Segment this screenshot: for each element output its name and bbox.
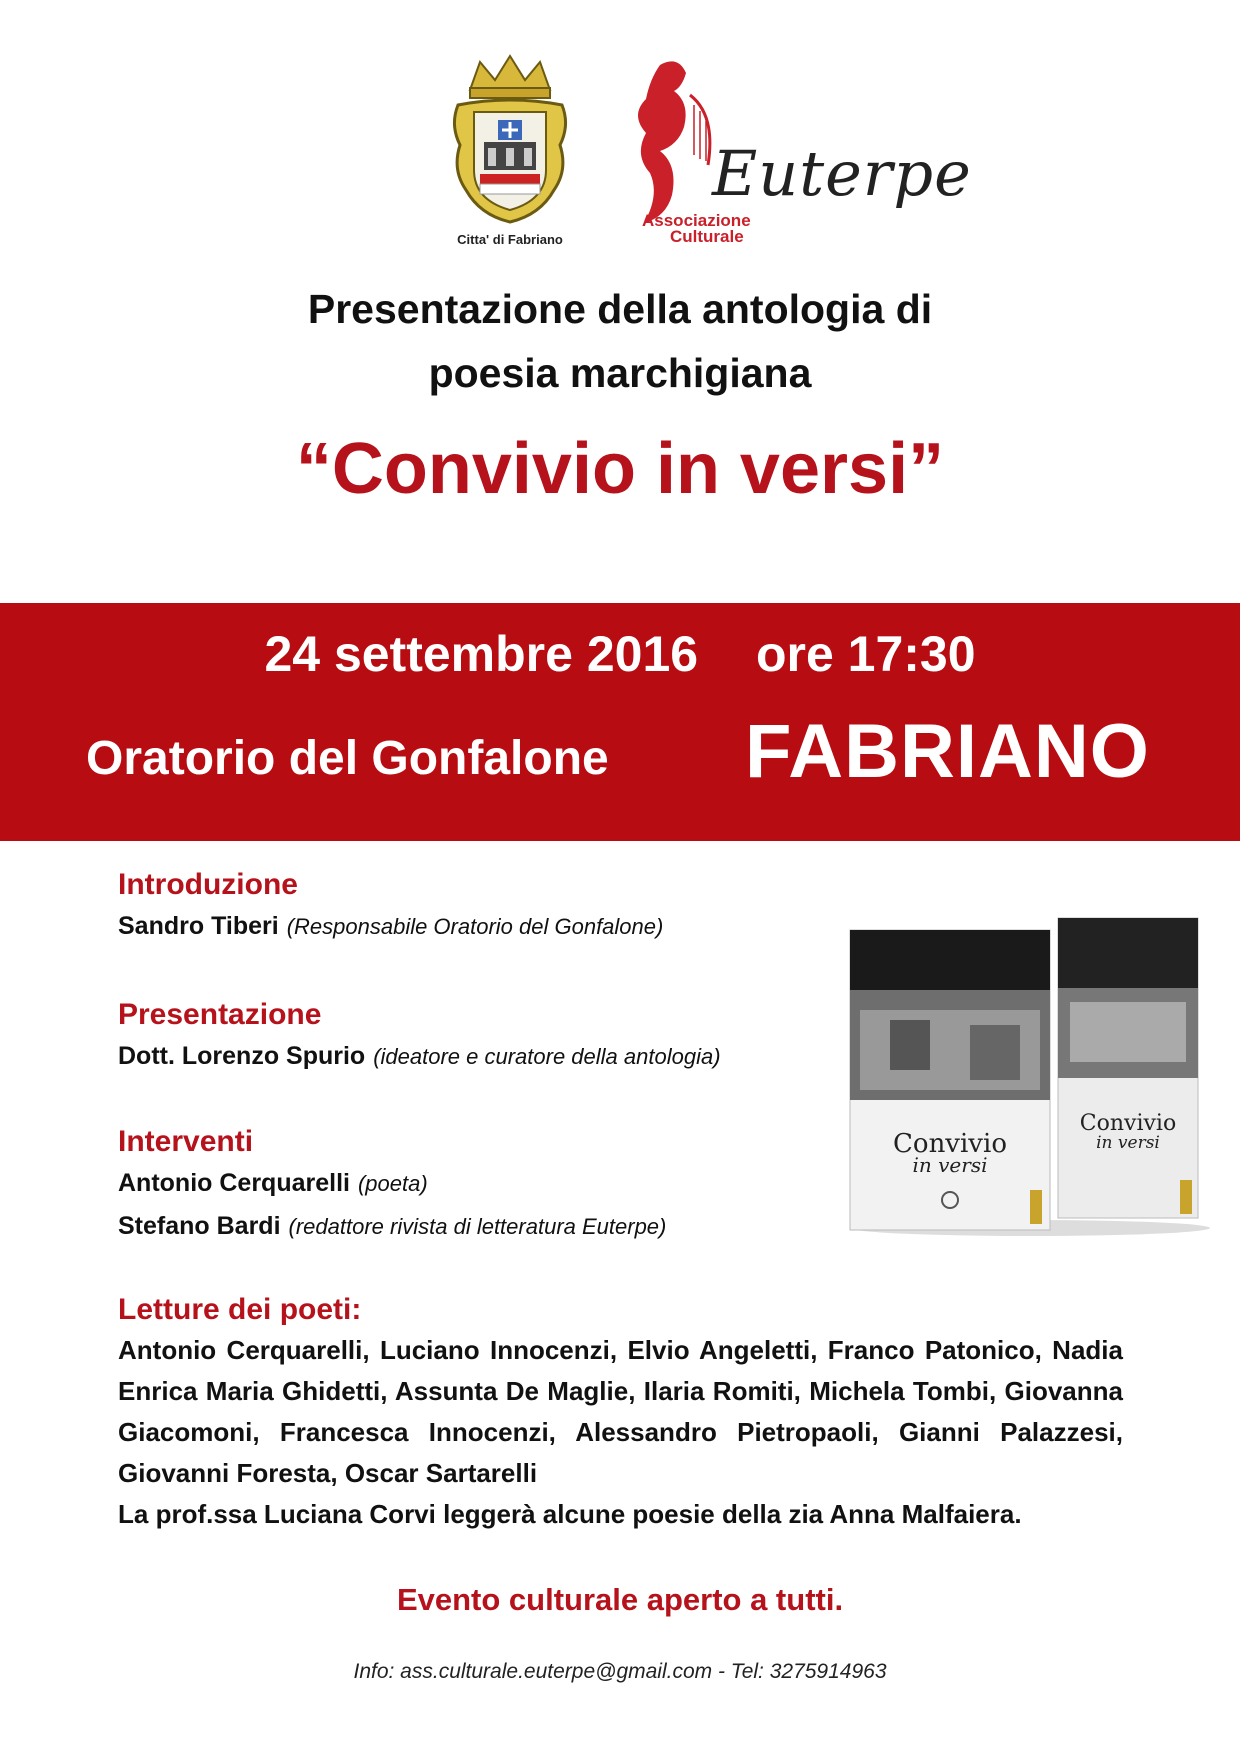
euterpe-subtitle-line2: Culturale bbox=[670, 227, 744, 246]
euterpe-subtitle bbox=[642, 213, 751, 245]
section-heading: Introduzione bbox=[118, 868, 298, 901]
book-covers-icon bbox=[830, 910, 1220, 1240]
speaker-name: Antonio Cerquarelli bbox=[118, 1169, 350, 1197]
header-line-1: Presentazione della antologia di bbox=[307, 286, 933, 332]
speaker-role: (ideatore e curatore della antologia) bbox=[373, 1044, 721, 1069]
speaker-line bbox=[118, 1162, 878, 1205]
fabriano-caption: Citta' di Fabriano bbox=[457, 232, 563, 247]
book-title-1: Convivio bbox=[893, 1129, 1007, 1159]
euterpe-subtitle-line1: Associazione bbox=[642, 211, 751, 230]
section-heading: Letture dei poeti: bbox=[118, 1293, 362, 1326]
speaker-role: (redattore rivista di letteratura Euterpe) bbox=[288, 1214, 667, 1239]
event-banner bbox=[0, 603, 1240, 841]
book-back-title-2: in versi bbox=[1096, 1133, 1160, 1153]
speaker-line bbox=[118, 1205, 878, 1248]
speaker-name: Dott. Lorenzo Spurio bbox=[118, 1042, 366, 1070]
speaker-line bbox=[118, 1035, 878, 1078]
section-presentazione bbox=[118, 995, 878, 1078]
page-title: “Convivio in versi” bbox=[295, 429, 945, 509]
speaker-line bbox=[118, 905, 878, 948]
event-date: 24 settembre 2016 bbox=[264, 626, 699, 682]
book-covers-image bbox=[830, 910, 1220, 1240]
section-letture bbox=[118, 1290, 1123, 1535]
header-line-2: poesia marchigiana bbox=[428, 350, 812, 396]
event-time: ore 17:30 bbox=[755, 626, 976, 682]
euterpe-wordmark: Euterpe bbox=[712, 137, 972, 210]
section-heading: Interventi bbox=[118, 1125, 254, 1158]
euterpe-logo bbox=[620, 55, 972, 255]
speaker-role: (Responsabile Oratorio del Gonfalone) bbox=[286, 914, 664, 939]
speaker-name: Stefano Bardi bbox=[118, 1212, 281, 1240]
event-venue: Oratorio del Gonfalone bbox=[86, 732, 609, 785]
section-heading: Presentazione bbox=[118, 998, 322, 1031]
section-interventi bbox=[118, 1122, 878, 1248]
speaker-name: Sandro Tiberi bbox=[118, 912, 279, 940]
speaker-role: (poeta) bbox=[357, 1171, 428, 1196]
event-datetime bbox=[0, 625, 1240, 683]
book-back-title-1: Convivio bbox=[1079, 1111, 1177, 1136]
book-title-2: in versi bbox=[912, 1153, 988, 1177]
contact-info: Info: ass.culturale.euterpe@gmail.com - Tel: 3275914963 bbox=[353, 1660, 887, 1683]
fabriano-coat-of-arms bbox=[440, 50, 580, 255]
coat-of-arms-icon bbox=[440, 50, 580, 230]
event-city: FABRIANO bbox=[745, 709, 1150, 794]
poets-list: Antonio Cerquarelli, Luciano Innocenzi, Elvio Angeletti, Franco Patonico, Nadia Enrica Maria Ghidetti, Assunta De Maglie, Ilaria Romiti, Michela Tombi, Giovanna Giacomoni, Francesca Innocenzi, Alessandro Pietropaoli, Gianni Palazzesi, Giovanni Foresta, Oscar Sartarelli bbox=[118, 1335, 1123, 1488]
section-introduzione bbox=[118, 865, 878, 948]
readings-note: La prof.ssa Luciana Corvi leggerà alcune poesie della zia Anna Malfaiera. bbox=[118, 1499, 1022, 1529]
open-event-note: Evento culturale aperto a tutti. bbox=[396, 1582, 844, 1617]
